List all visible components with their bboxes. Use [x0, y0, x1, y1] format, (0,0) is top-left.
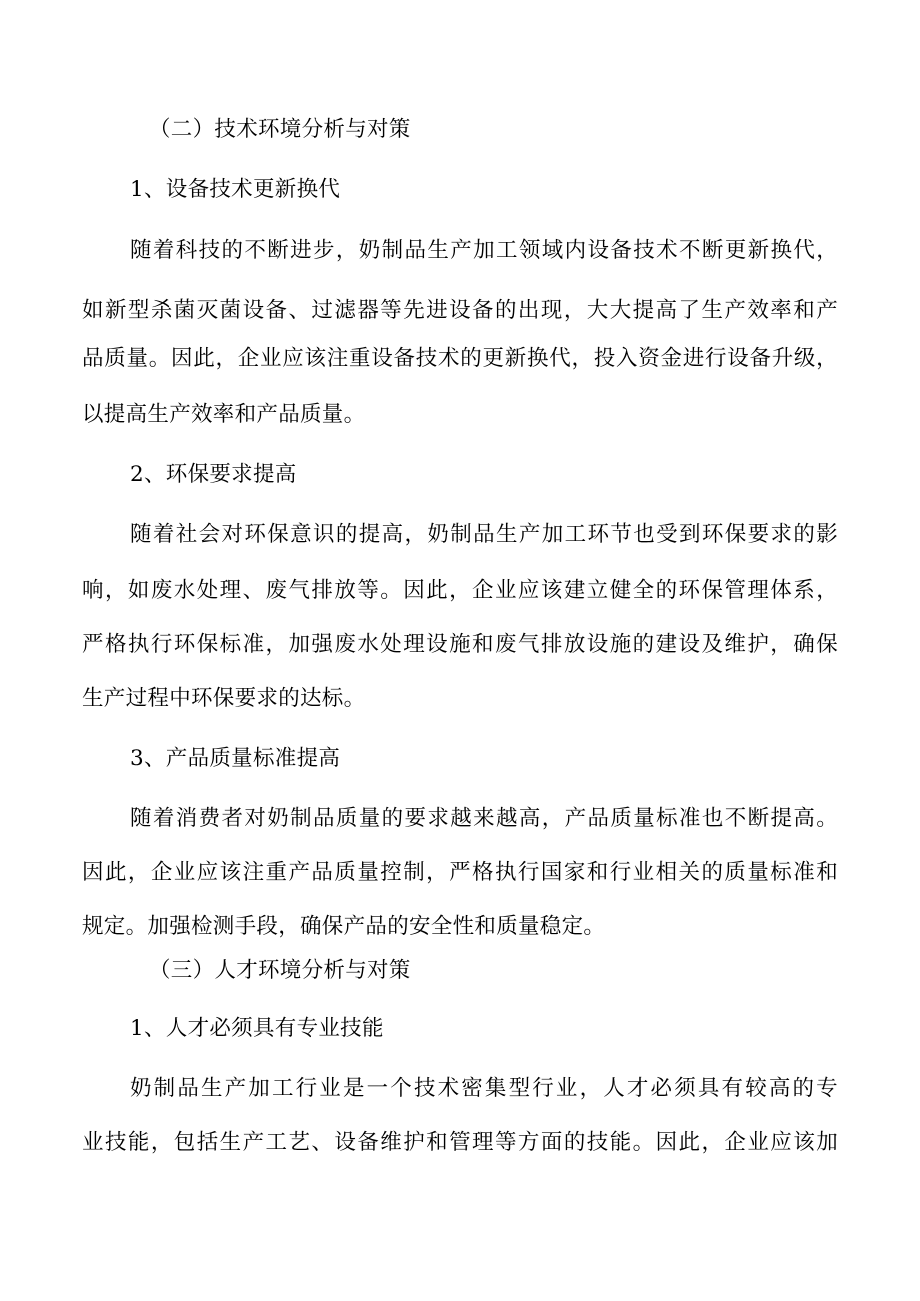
paragraph-line: 规定。加强检测手段，确保产品的安全性和质量稳定。: [82, 914, 606, 939]
paragraph-line: 随着消费者对奶制品质量的要求越来越高，产品质量标准也不断提高。: [130, 806, 838, 831]
paragraph-line: 响，如废水处理、废气排放等。因此，企业应该建立健全的环保管理体系，: [82, 578, 838, 603]
paragraph-line: 如新型杀菌灭菌设备、过滤器等先进设备的出现，大大提高了生产效率和产: [82, 298, 838, 323]
subsection-title-skills: 1、人才必须具有专业技能: [130, 1016, 384, 1041]
subsection-title-quality: 3、产品质量标准提高: [130, 746, 341, 771]
paragraph-line: 品质量。因此，企业应该注重设备技术的更新换代，投入资金进行设备升级，: [82, 346, 838, 371]
paragraph-line: 以提高生产效率和产品质量。: [82, 402, 366, 427]
paragraph-line: 业技能，包括生产工艺、设备维护和管理等方面的技能。因此，企业应该加: [82, 1130, 838, 1155]
paragraph-line: 随着科技的不断进步，奶制品生产加工领域内设备技术不断更新换代，: [130, 238, 838, 263]
section-heading-talent: （三）人才环境分析与对策: [149, 958, 411, 983]
subsection-title-environment: 2、环保要求提高: [130, 462, 297, 487]
paragraph-line: 因此，企业应该注重产品质量控制，严格执行国家和行业相关的质量标准和: [82, 860, 838, 885]
paragraph-line: 严格执行环保标准，加强废水处理设施和废气排放设施的建设及维护，确保: [82, 632, 838, 657]
subsection-title-equipment: 1、设备技术更新换代: [130, 177, 341, 202]
paragraph-line: 奶制品生产加工行业是一个技术密集型行业，人才必须具有较高的专: [130, 1076, 838, 1101]
paragraph-line: 生产过程中环保要求的达标。: [82, 686, 366, 711]
section-heading-tech: （二）技术环境分析与对策: [149, 117, 411, 142]
paragraph-line: 随着社会对环保意识的提高，奶制品生产加工环节也受到环保要求的影: [130, 522, 838, 547]
